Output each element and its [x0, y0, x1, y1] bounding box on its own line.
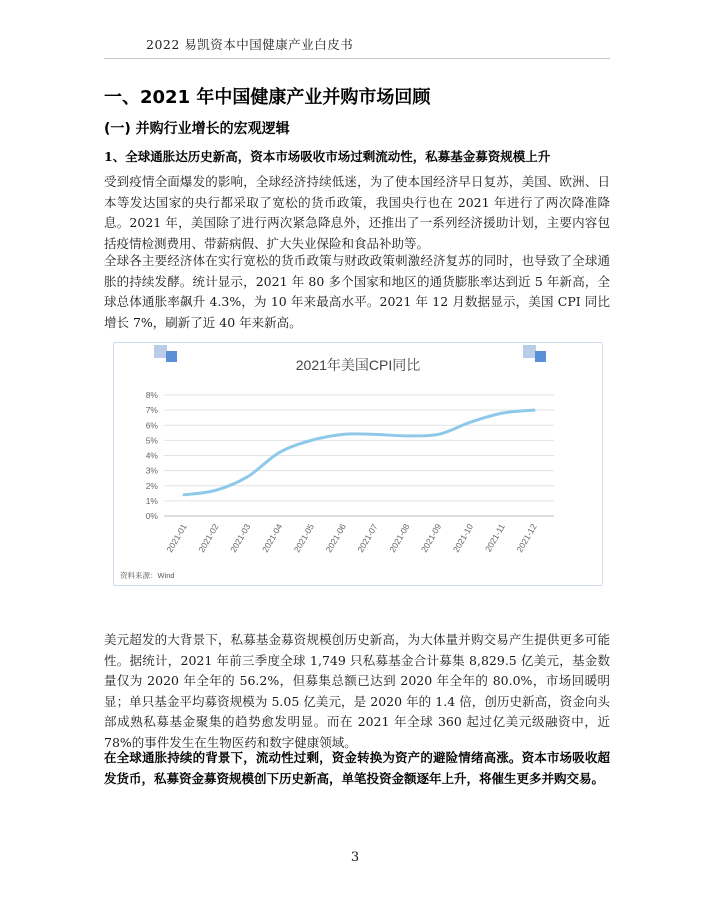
- y-tick-label: 1%: [145, 495, 158, 506]
- y-tick-label: 3%: [145, 465, 158, 476]
- subsection-title: (一) 并购行业增长的宏观逻辑: [104, 121, 290, 137]
- y-tick-label: 4%: [145, 450, 158, 461]
- point-title: 1、全球通胀达历史新高，资本市场吸收市场过剩流动性，私募基金募资规模上升: [104, 149, 551, 164]
- section-title: 一、2021 年中国健康产业并购市场回顾: [104, 87, 431, 108]
- document-header: 2022 易凯资本中国健康产业白皮书: [146, 37, 354, 52]
- chart-source: 资料来源：Wind: [120, 571, 175, 580]
- y-tick-label: 8%: [145, 390, 158, 400]
- cpi-chart-panel: [113, 342, 603, 586]
- paragraph-4-emphasis: 在全球通胀持续的背景下，流动性过剩，资金转换为资产的避险情绪高涨。资本市场吸收超发货币，私募资金募资规模创下历史新高，单笔投资金额逐年上升，将催生更多并购交易。: [104, 750, 610, 786]
- corner-decoration-left: [154, 345, 177, 362]
- y-axis-labels: [146, 390, 159, 521]
- paragraph-2: 全球各主要经济体在实行宽松的货币政策与财政政策刺激经济复苏的同时，也导致了全球通胀的持续发酵。统计显示，2021 年 80 多个国家和地区的通货膨胀率达到近 5 年新高，全球总体通胀率飙升 4.3%，为 10 年来最高水平。2021 年 12 月数据显示，美国 CPI 同比增长 7%，刷新了近 40 年来新高。: [104, 253, 610, 330]
- x-tick-label: 2021-08: [387, 522, 412, 555]
- y-tick-label: 5%: [145, 435, 158, 446]
- y-tick-label: 2%: [145, 480, 158, 491]
- x-tick-label: 2021-06: [323, 522, 348, 555]
- series-line-cpi: [184, 410, 534, 495]
- y-tick-label: 6%: [145, 420, 158, 431]
- x-axis-labels: [164, 522, 538, 554]
- y-tick-label: 7%: [145, 405, 158, 416]
- x-tick-label: 2021-07: [355, 522, 380, 555]
- page-number: 3: [350, 850, 360, 865]
- x-tick-label: 2021-10: [450, 522, 476, 555]
- cpi-line-chart: [114, 343, 602, 585]
- x-tick-label: 2021-05: [291, 522, 317, 555]
- corner-decoration-right: [523, 345, 546, 362]
- chart-title: 2021年美国CPI同比: [295, 357, 421, 373]
- header-divider: [104, 58, 610, 59]
- x-tick-label: 2021-03: [228, 522, 253, 555]
- y-tick-label: 0%: [145, 511, 158, 521]
- paragraph-1: 受到疫情全面爆发的影响，全球经济持续低迷，为了使本国经济早日复苏，美国、欧洲、日本等发达国家的央行都采取了宽松的货币政策，我国央行也在 2021 年进行了两次降准降息。2021 年，美国除了进行两次紧急降息外，还推出了一系列经济援助计划，主要内容包括疫情检测费用、带薪病假、扩大失业保险和食品补助等。: [104, 174, 610, 251]
- x-tick-label: 2021-01: [164, 522, 189, 555]
- x-tick-label: 2021-04: [259, 522, 285, 555]
- x-tick-label: 2021-02: [196, 522, 221, 555]
- x-tick-label: 2021-11: [482, 522, 507, 554]
- x-tick-label: 2021-12: [514, 522, 539, 555]
- x-tick-label: 2021-09: [419, 522, 444, 555]
- paragraph-3: 美元超发的大背景下，私募基金募资规模创历史新高，为大体量并购交易产生提供更多可能性。据统计，2021 年前三季度全球 1,749 只私募基金合计募集 8,829.5 亿美元，基金数量仅为 2020 年全年的 56.2%，但募集总额已达到 2020 年全年的 80.0%，市场回暖明显；单只基金平均募资规模为 5.05 亿美元，是 2020 年的 1.4 倍，创历史新高，资金向头部成熟私募基金聚集的趋势愈发明显。而在 2021 年全球 360 起过亿美元级融资中，近 78%的事件发生在生物医药和数字健康领域。: [104, 632, 610, 750]
